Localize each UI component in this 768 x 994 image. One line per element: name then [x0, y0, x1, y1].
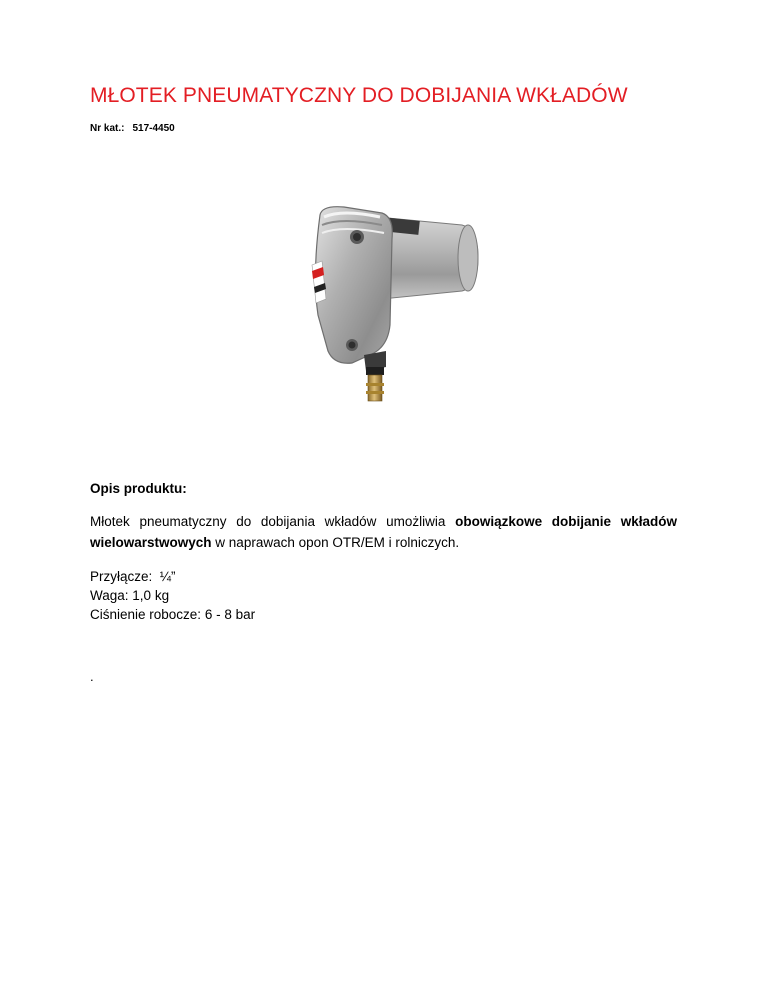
description-bold-text: obowiązkowe dobijanie wkładów wielowarstwowych — [90, 514, 677, 550]
trailing-mark: . — [90, 669, 94, 684]
product-description — [90, 511, 677, 553]
spec-label: Waga: — [90, 588, 129, 603]
description-text-2: w naprawach opon OTR/EM i rolniczych. — [211, 535, 460, 550]
spec-value: ¼” — [159, 569, 176, 584]
page-title: MŁOTEK PNEUMATYCZNY DO DOBIJANIA WKŁADÓW — [90, 84, 628, 107]
product-image — [282, 195, 482, 415]
spec-item-weight — [90, 586, 255, 605]
catalog-number: 517-4450 — [132, 123, 175, 134]
pneumatic-hammer-icon — [282, 195, 482, 415]
spec-value: 6 - 8 bar — [204, 607, 256, 622]
description-text-1: Młotek pneumatyczny do dobijania wkładów umożliwia — [90, 514, 456, 529]
spec-value: 1,0 kg — [132, 588, 170, 603]
spec-label: Ciśnienie robocze: — [90, 607, 202, 622]
spec-list — [90, 567, 255, 624]
catalog-label: Nr kat.: — [90, 123, 125, 134]
spec-label: Przyłącze: — [90, 569, 153, 584]
catalog-number-line — [90, 123, 175, 134]
spec-item-connection — [90, 567, 255, 586]
section-heading: Opis produktu: — [90, 481, 187, 496]
spec-item-pressure — [90, 605, 255, 624]
